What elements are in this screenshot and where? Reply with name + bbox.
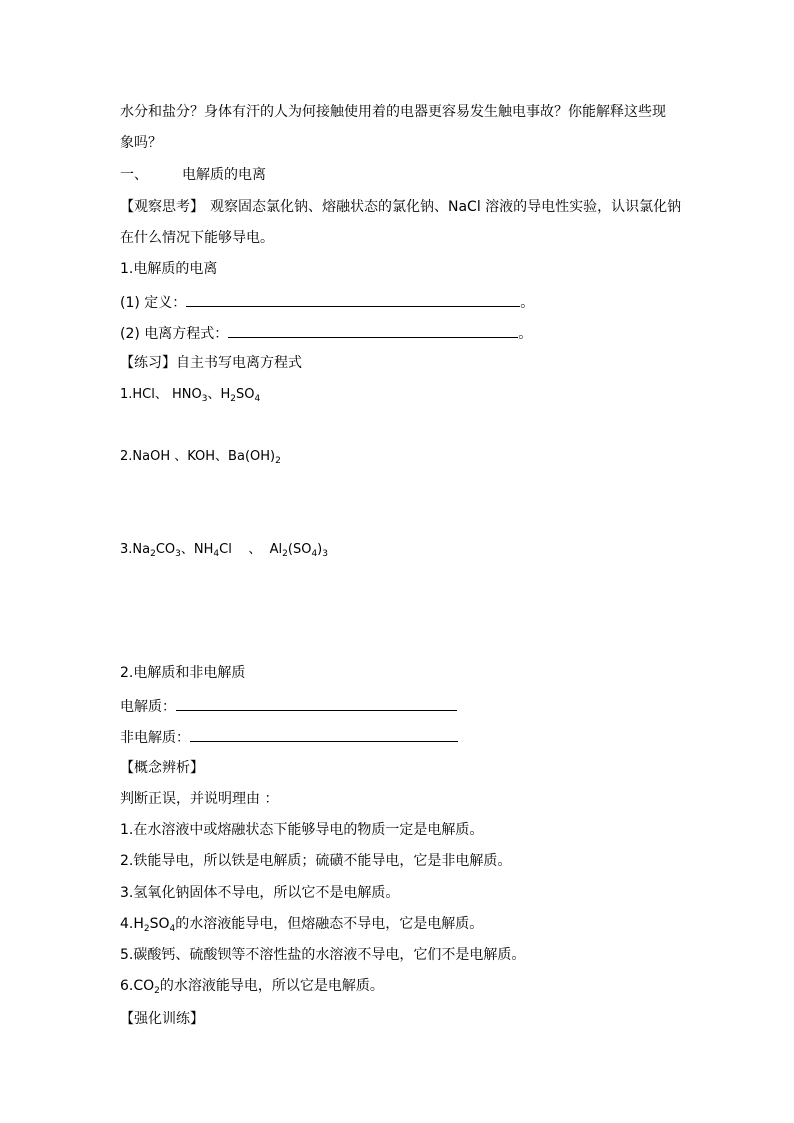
concept-statement-6 xyxy=(120,976,384,996)
observe-tag: 【观察思考】 xyxy=(120,199,204,215)
practice-2-sub-a: 2 xyxy=(275,456,281,466)
intro-line-2: 象吗？ xyxy=(120,135,162,151)
practice-3-part-b: CO xyxy=(155,542,176,557)
electrolyte-blank[interactable] xyxy=(176,695,457,711)
practice-2-part-a: 2.NaOH 、KOH、Ba(OH) xyxy=(120,449,276,464)
practice-item-1 xyxy=(120,385,260,405)
concept-statement-3: 3.氢氧化钠固体不导电，所以它不是电解质。 xyxy=(120,885,400,901)
sub1-heading: 1.电解质的电离 xyxy=(120,261,218,277)
equation-blank[interactable] xyxy=(228,322,518,338)
equation-end: 。 xyxy=(518,326,533,342)
practice-1-part-c: SO xyxy=(235,387,255,402)
practice-3-sub-5: 4 xyxy=(311,549,318,559)
practice-1-sub-a: 3 xyxy=(201,394,208,404)
practice-3-sub-1: 2 xyxy=(150,549,156,559)
electrolyte-row xyxy=(120,695,457,717)
observe-line-2: 在什么情况下能够导电。 xyxy=(120,230,274,246)
statement-4-part-c: 的水溶液能导电，但熔融态不导电，它是电解质。 xyxy=(175,916,484,932)
practice-item-3 xyxy=(120,540,328,560)
practice-3-sub-3: 4 xyxy=(213,549,220,559)
statement-4-sub-1: 2 xyxy=(143,924,150,934)
practice-3-sub-4: 2 xyxy=(282,549,288,559)
statement-6-part-b: 的水溶液能导电，所以它是电解质。 xyxy=(159,978,384,994)
practice-1-sub-b: 2 xyxy=(230,394,236,404)
statement-4-sub-2: 4 xyxy=(169,924,176,934)
practice-3-part-c: 、NH xyxy=(180,542,214,557)
practice-heading: 【练习】自主书写电离方程式 xyxy=(120,355,302,371)
intro-line-1: 水分和盐分？身体有汗的人为何接触使用着的电器更容易发生触电事故？你能解释这些现 xyxy=(120,104,666,120)
section-number: 一、 xyxy=(120,167,148,183)
concept-statement-4 xyxy=(120,914,483,934)
definition-end: 。 xyxy=(520,295,535,311)
observe-text-1: 观察固态氯化钠、熔融状态的氯化钠、NaCl 溶液的导电性实验，认识氯化钠 xyxy=(210,199,682,215)
statement-6-sub-1: 2 xyxy=(154,986,160,996)
practice-3-part-e: (SO xyxy=(287,542,312,557)
definition-label: (1) 定义： xyxy=(120,295,187,311)
sub2-heading: 2.电解质和非电解质 xyxy=(120,665,246,681)
practice-item-2 xyxy=(120,447,281,467)
statement-4-part-a: 4.H xyxy=(120,916,144,932)
statement-6-part-a: 6.CO xyxy=(120,978,155,994)
reinforce-heading: 【强化训练】 xyxy=(120,1011,204,1027)
practice-1-part-b: 、H xyxy=(207,387,231,402)
practice-3-part-d: Cl 、 Al xyxy=(219,542,283,557)
practice-3-sub-6: 3 xyxy=(322,549,328,559)
nonelectrolyte-label: 非电解质： xyxy=(120,730,190,746)
practice-3-part-a: 3.Na xyxy=(120,542,151,557)
nonelectrolyte-blank[interactable] xyxy=(190,726,458,742)
definition-blank[interactable] xyxy=(186,291,520,307)
concept-statement-1: 1.在水溶液中或熔融状态下能够导电的物质一定是电解质。 xyxy=(120,822,484,838)
practice-1-sub-c: 4 xyxy=(254,394,261,404)
practice-3-part-f: ) xyxy=(317,542,323,557)
nonelectrolyte-row xyxy=(120,726,458,748)
statement-4-part-b: SO xyxy=(149,916,170,932)
equation-label: (2) 电离方程式： xyxy=(120,326,229,342)
section-heading xyxy=(120,165,266,185)
practice-3-sub-2: 3 xyxy=(175,549,181,559)
concept-instruction: 判断正误，并说明理由 ： xyxy=(120,791,279,807)
section-title: 电解质的电离 xyxy=(182,167,266,183)
observe-line-1 xyxy=(120,197,681,217)
concept-statement-2: 2.铁能导电，所以铁是电解质；硫磺不能导电，它是非电解质。 xyxy=(120,853,512,869)
definition-row xyxy=(120,291,534,313)
electrolyte-label: 电解质： xyxy=(120,699,176,715)
concept-statement-5: 5.碳酸钙、硫酸钡等不溶性盐的水溶液不导电，它们不是电解质。 xyxy=(120,947,526,963)
equation-row xyxy=(120,322,532,344)
concept-heading: 【概念辨析】 xyxy=(120,760,204,776)
practice-1-part-a: 1.HCl、 HNO xyxy=(120,387,202,402)
